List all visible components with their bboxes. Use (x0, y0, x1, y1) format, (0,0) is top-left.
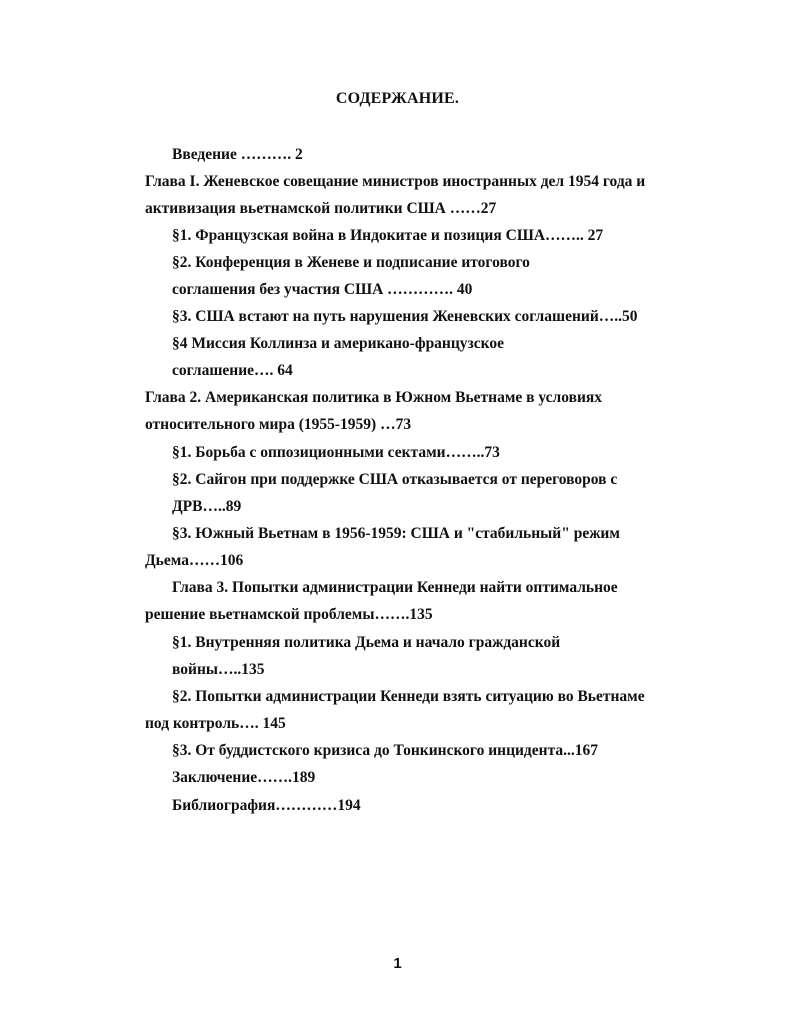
toc-entry-conclusion: Заключение…….189 (172, 769, 316, 786)
toc-section-1-4-line-2: соглашение…. 64 (172, 362, 293, 379)
toc-entry-introduction: Введение ………. 2 (172, 146, 303, 163)
toc-chapter-1-line-2: активизация вьетнамской политики США ……27 (145, 200, 497, 217)
toc-section-3-3: §3. От буддистского кризиса до Тонкинского инцидента...167 (172, 742, 599, 759)
toc-section-3-1-line-2: войны…..135 (172, 661, 265, 678)
toc-section-1-1: §1. Французская война в Индокитае и позиция США…….. 27 (172, 227, 604, 244)
page-title: СОДЕРЖАНИЕ. (335, 90, 460, 107)
page-number: 1 (393, 955, 402, 972)
toc-section-2-1: §1. Борьба с оппозиционными сектами……..73 (172, 444, 500, 461)
toc-section-1-3: §3. США встают на путь нарушения Женевских соглашений…..50 (172, 308, 638, 325)
toc-section-1-4-line-1: §4 Миссия Коллинза и американо-французское (172, 335, 505, 352)
toc-section-2-2-line-2: ДРВ…..89 (172, 498, 242, 515)
toc-section-2-3-line-2: Дьема……106 (145, 552, 244, 569)
toc-chapter-3-line-2: решение вьетнамской проблемы…….135 (145, 606, 433, 623)
toc-chapter-2-line-1: Глава 2. Американская политика в Южном Вьетнаме в условиях (145, 389, 603, 406)
toc-section-3-2-line-2: под контроль…. 145 (145, 715, 286, 732)
toc-chapter-3-line-1: Глава 3. Попытки администрации Кеннеди найти оптимальное (172, 579, 618, 596)
toc-section-1-2-line-1: §2. Конференция в Женеве и подписание итогового (172, 254, 530, 271)
toc-section-2-2-line-1: §2. Сайгон при поддержке США отказывается от переговоров с (172, 471, 618, 488)
toc-entry-bibliography: Библиография…………194 (172, 797, 361, 814)
toc-section-2-3-line-1: §3. Южный Вьетнам в 1956-1959: США и "стабильный" режим (172, 525, 620, 542)
toc-section-1-2-line-2: соглашения без участия США …………. 40 (172, 281, 473, 298)
toc-chapter-2-line-2: относительного мира (1955-1959) …73 (145, 416, 412, 433)
toc-section-3-1-line-1: §1. Внутренняя политика Дьема и начало гражданской (172, 634, 561, 651)
toc-section-3-2-line-1: §2. Попытки администрации Кеннеди взять ситуацию во Вьетнаме (172, 688, 645, 705)
toc-chapter-1-line-1: Глава I. Женевское совещание министров иностранных дел 1954 года и (145, 173, 646, 190)
